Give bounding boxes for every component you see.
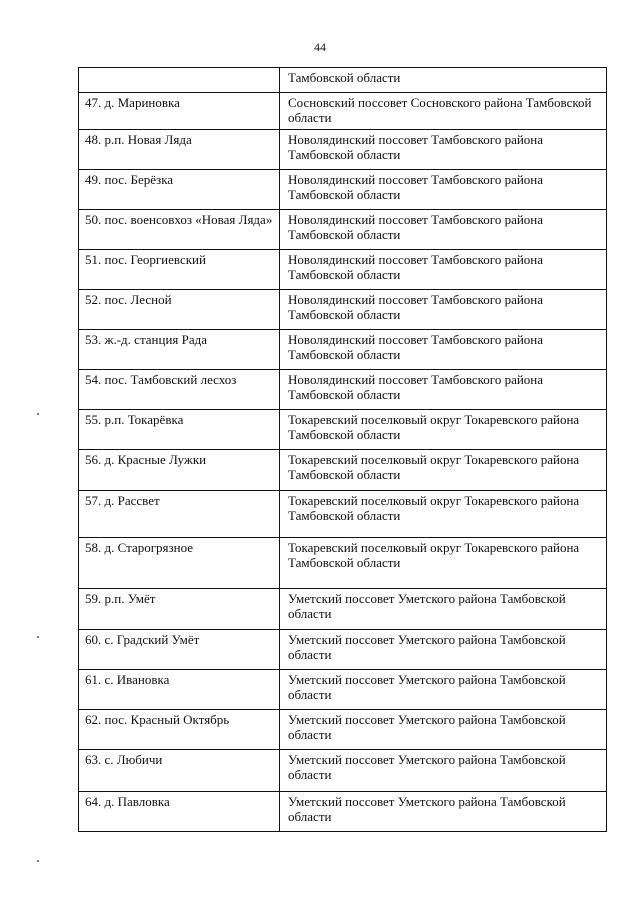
table-row [79,410,607,450]
page-number: 44 [314,40,326,54]
settlement-cell: 61. с. Ивановка [79,670,280,710]
settlement-cell: 54. пос. Тамбовский лесхоз [79,370,280,410]
settlement-cell [79,68,280,93]
table-row [79,93,607,130]
settlement-cell: 62. пос. Красный Октябрь [79,710,280,750]
municipality-cell: Токаревский поселковый округ Токаревского района Тамбовской области [280,410,607,450]
table-row [79,710,607,750]
municipality-cell: Тамбовской области [280,68,607,93]
settlement-cell: 49. пос. Берёзка [79,170,280,210]
settlement-cell: 52. пос. Лесной [79,290,280,330]
table-row [79,170,607,210]
settlement-cell: 53. ж.-д. станция Рада [79,330,280,370]
settlement-cell: 57. д. Рассвет [79,491,280,538]
settlements-table [78,67,607,832]
table-row [79,290,607,330]
table-row [79,589,607,630]
settlement-cell: 51. пос. Георгиевский [79,250,280,290]
municipality-cell: Уметский поссовет Уметского района Тамбовской области [280,630,607,670]
scan-speck [37,636,39,638]
settlement-cell: 50. пос. военсовхоз «Новая Ляда» [79,210,280,250]
municipality-cell: Уметский поссовет Уметского района Тамбовской области [280,792,607,832]
table-row [79,68,607,93]
settlement-cell: 48. р.п. Новая Ляда [79,130,280,170]
municipality-cell: Токаревский поселковый округ Токаревского района Тамбовской области [280,450,607,491]
municipality-cell: Токаревский поселковый округ Токаревского района Тамбовской области [280,491,607,538]
municipality-cell: Новолядинский поссовет Тамбовского района Тамбовской области [280,250,607,290]
municipality-cell: Уметский поссовет Уметского района Тамбовской области [280,710,607,750]
table-body [79,68,607,832]
settlement-cell: 59. р.п. Умёт [79,589,280,630]
table-row [79,330,607,370]
scan-speck [37,860,39,862]
municipality-cell: Новолядинский поссовет Тамбовского района Тамбовской области [280,210,607,250]
municipality-cell: Новолядинский поссовет Тамбовского района Тамбовской области [280,130,607,170]
table-row [79,792,607,832]
table-row [79,538,607,589]
settlement-cell: 47. д. Мариновка [79,93,280,130]
municipality-cell: Уметский поссовет Уметского района Тамбовской области [280,750,607,792]
municipality-cell: Токаревский поселковый округ Токаревского района Тамбовской области [280,538,607,589]
settlement-cell: 60. с. Градский Умёт [79,630,280,670]
table-row [79,210,607,250]
municipality-cell: Новолядинский поссовет Тамбовского района Тамбовской области [280,370,607,410]
settlement-cell: 63. с. Любичи [79,750,280,792]
table-row [79,130,607,170]
table-row [79,630,607,670]
settlement-cell: 56. д. Красные Лужки [79,450,280,491]
municipality-cell: Новолядинский поссовет Тамбовского района Тамбовской области [280,170,607,210]
table-row [79,370,607,410]
table-row [79,491,607,538]
scan-speck [37,413,39,415]
settlement-cell: 58. д. Старогрязное [79,538,280,589]
municipality-cell: Уметский поссовет Уметского района Тамбовской области [280,589,607,630]
table-row [79,750,607,792]
settlement-cell: 64. д. Павловка [79,792,280,832]
settlement-cell: 55. р.п. Токарёвка [79,410,280,450]
municipality-cell: Уметский поссовет Уметского района Тамбовской области [280,670,607,710]
table-row [79,670,607,710]
municipality-cell: Сосновский поссовет Сосновского района Тамбовской области [280,93,607,130]
table-row [79,450,607,491]
municipality-cell: Новолядинский поссовет Тамбовского района Тамбовской области [280,330,607,370]
municipality-cell: Новолядинский поссовет Тамбовского района Тамбовской области [280,290,607,330]
table-row [79,250,607,290]
